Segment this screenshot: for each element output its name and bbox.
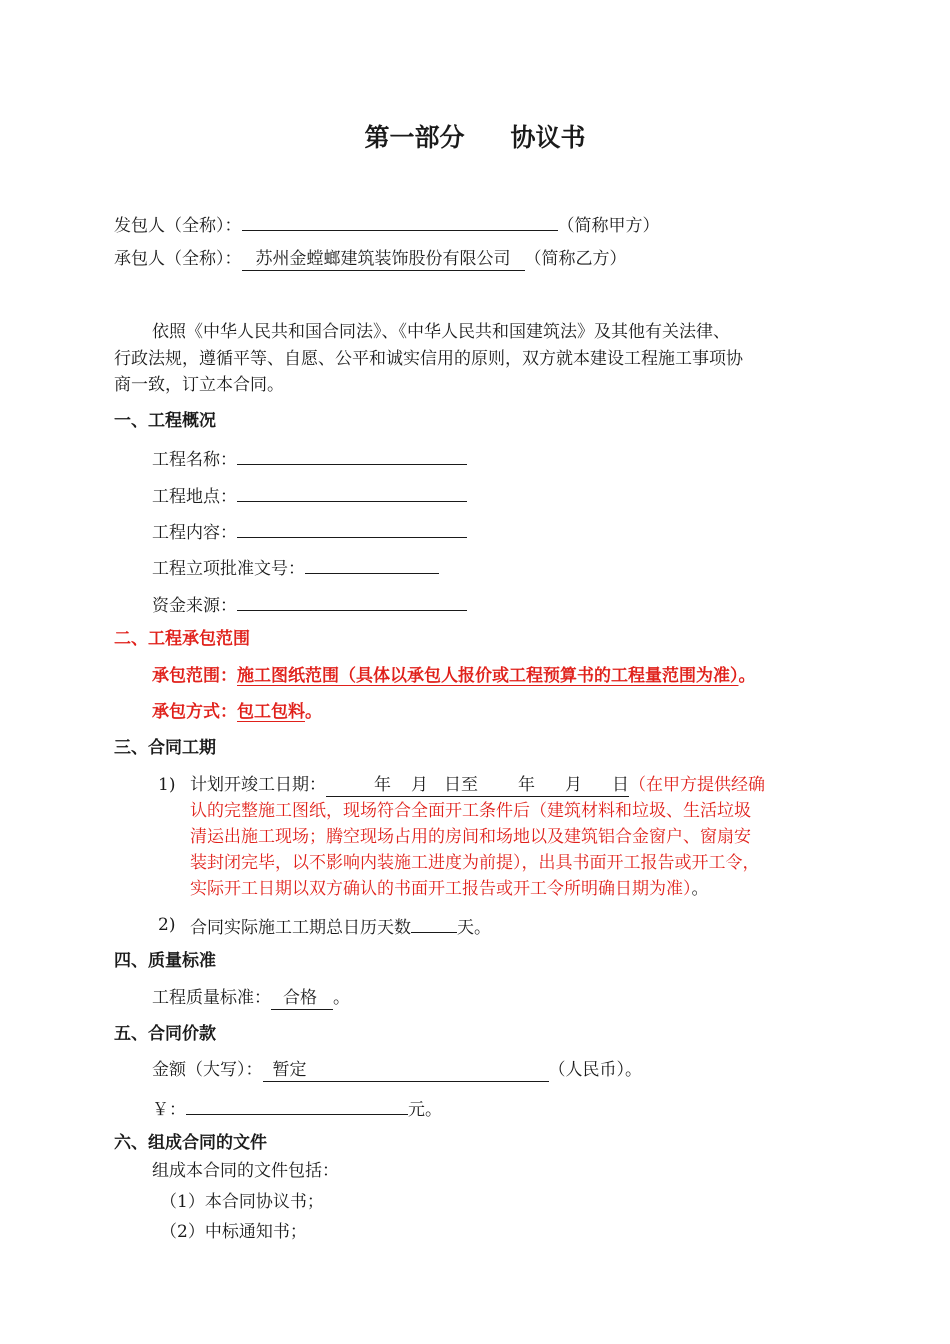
schedule-note-1: （在甲方提供经确: [629, 775, 765, 795]
amount-unit: （人民币）。: [548, 1060, 642, 1080]
amount-line: [152, 1057, 642, 1083]
project-content-label: 工程内容：: [152, 523, 237, 543]
project-site-field[interactable]: [237, 481, 467, 502]
yen-line: [152, 1094, 442, 1123]
title-part: 第一部分: [364, 123, 465, 152]
amount-value[interactable]: 暂定: [263, 1059, 549, 1082]
employer-abbr: （简称甲方）: [557, 216, 660, 236]
preamble-line-1: 依照《中华人民共和国合同法》、《中华人民共和国建筑法》及其他有关法律、: [152, 322, 730, 342]
preamble-line-3: 商一致，订立本合同。: [114, 375, 284, 395]
section-1-heading: 一、工程概况: [114, 411, 216, 431]
quality-end: 。: [333, 988, 350, 1008]
scope-end: 。: [738, 666, 756, 686]
mode-value: 包工包料: [237, 702, 305, 722]
project-site-line: [152, 481, 467, 510]
project-site-label: 工程地点：: [152, 487, 237, 507]
project-content-field[interactable]: [237, 517, 467, 538]
documents-item-1: （1）本合同协议书；: [160, 1192, 324, 1212]
section-4-heading: 四、质量标准: [114, 951, 216, 971]
mode-label: 承包方式：: [152, 702, 237, 722]
mode-end: 。: [305, 702, 322, 722]
scope-label: 承包范围：: [152, 666, 237, 686]
schedule-note-4: 装封闭完毕，以不影响内装施工进度为前提），出具书面开工报告或开工令，: [190, 853, 760, 873]
duration-field[interactable]: [411, 912, 457, 933]
project-name-label: 工程名称：: [152, 450, 237, 470]
yen-field[interactable]: [186, 1094, 408, 1115]
yen-unit: 元。: [408, 1100, 442, 1120]
duration-label: 合同实际施工工期总日历天数: [190, 918, 411, 938]
section-3-heading: 三、合同工期: [114, 738, 216, 758]
schedule-note-5-line: [190, 876, 709, 902]
schedule-note-end: 。: [691, 879, 709, 899]
funding-source-line: [152, 590, 467, 619]
employer-label: 发包人（全称）：: [114, 216, 242, 236]
documents-item-2: （2）中标通知书；: [160, 1222, 307, 1242]
title-name: 协议书: [510, 123, 586, 152]
contractor-abbr: （简称乙方）: [524, 249, 627, 269]
item-2-number: 2): [158, 915, 176, 935]
section-2-heading: 二、工程承包范围: [114, 629, 250, 649]
quality-label: 工程质量标准：: [152, 988, 271, 1008]
page-title: [0, 118, 950, 154]
yen-label: ￥：: [152, 1100, 186, 1120]
preamble-line-2: 行政法规，遵循平等、自愿、公平和诚实信用的原则，双方就本建设工程施工事项协: [114, 349, 743, 369]
employer-line: [114, 210, 660, 239]
item-1-number: 1): [158, 775, 176, 795]
project-name-field[interactable]: [237, 444, 467, 465]
approval-number-field[interactable]: [305, 553, 439, 574]
schedule-label: 计划开竣工日期：: [190, 775, 326, 795]
contractor-line: [114, 246, 627, 272]
scope-value: 施工图纸范围（具体以承包人报价或工程预算书的工程量范围为准）: [237, 666, 739, 686]
funding-source-label: 资金来源：: [152, 596, 237, 616]
funding-source-field[interactable]: [237, 590, 467, 611]
project-content-line: [152, 517, 467, 546]
contractor-field[interactable]: 苏州金螳螂建筑装饰股份有限公司: [242, 248, 525, 271]
project-name-line: [152, 444, 467, 473]
quality-value[interactable]: 合格: [271, 987, 333, 1010]
approval-number-label: 工程立项批准文号：: [152, 559, 305, 579]
duration-unit: 天。: [457, 918, 491, 938]
schedule-note-5: 实际开工日期以双方确认的书面开工报告或开工令所明确日期为准）: [190, 879, 692, 899]
employer-field[interactable]: [242, 210, 558, 231]
mode-line: [152, 699, 322, 725]
quality-line: [152, 985, 350, 1011]
contractor-label: 承包人（全称）：: [114, 249, 242, 269]
item-2-line: [190, 912, 491, 941]
amount-label: 金额（大写）：: [152, 1060, 263, 1080]
scope-line: [152, 663, 756, 689]
schedule-dates[interactable]: 年 月 日至 年 月 日: [326, 774, 629, 797]
documents-intro: 组成本合同的文件包括：: [152, 1161, 339, 1181]
item-1-line-1: [190, 772, 765, 798]
schedule-note-2: 认的完整施工图纸，现场符合全面开工条件后（建筑材料和垃圾、生活垃圾: [190, 801, 751, 821]
schedule-note-3: 清运出施工现场；腾空现场占用的房间和场地以及建筑铝合金窗户、窗扇安: [190, 827, 751, 847]
section-6-heading: 六、组成合同的文件: [114, 1133, 267, 1153]
approval-number-line: [152, 553, 439, 582]
section-5-heading: 五、合同价款: [114, 1024, 216, 1044]
